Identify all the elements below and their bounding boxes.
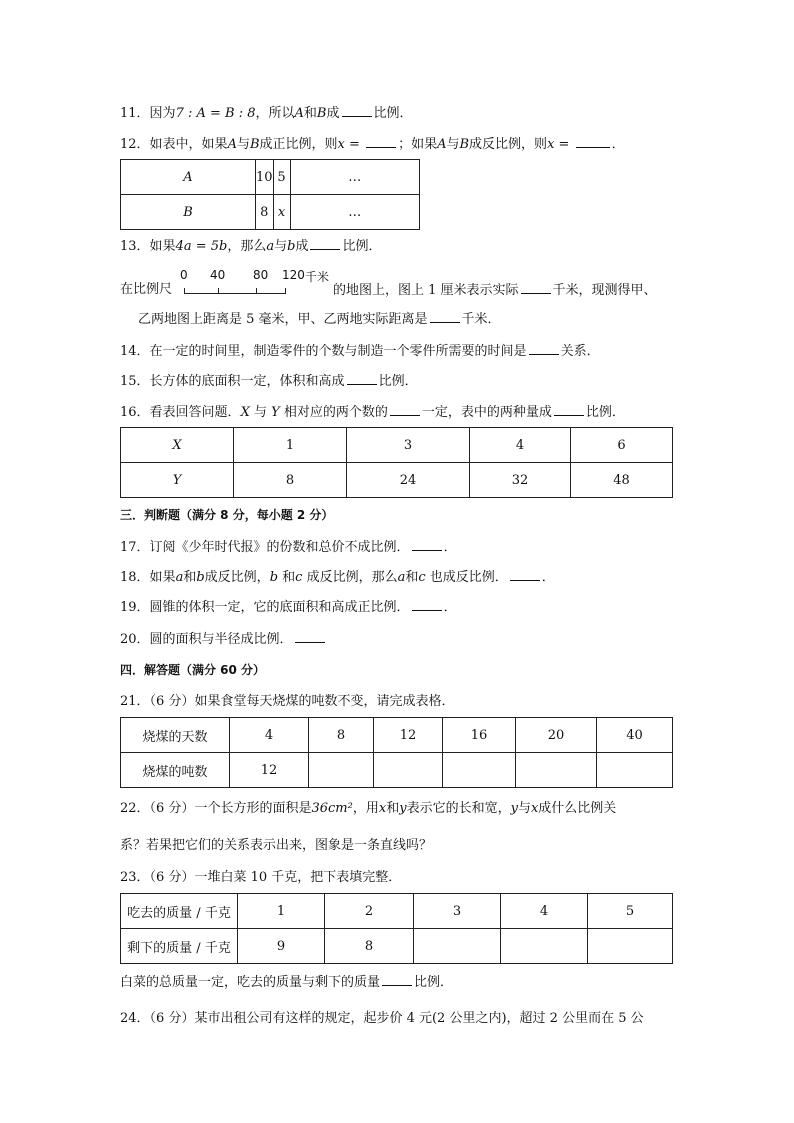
scale-label: 80 xyxy=(253,268,269,282)
question-22-line2: 系？若果把它们的关系表示出来，图象是一条直线吗？ xyxy=(120,838,433,853)
answer-blank[interactable] xyxy=(412,538,442,551)
section-title: 三．判断题（满分 8 分，每小题 2 分） xyxy=(120,508,334,522)
table-q16 xyxy=(120,427,673,498)
answer-cell[interactable] xyxy=(309,753,374,788)
scale-label: 120 xyxy=(282,268,305,282)
question-23-conclusion: 白菜的总质量一定，吃去的质量与剩下的质量 比例． xyxy=(120,975,454,990)
answer-cell[interactable] xyxy=(588,929,673,964)
scale-tick xyxy=(256,288,257,293)
table-q21 xyxy=(120,717,673,788)
answer-blank[interactable] xyxy=(430,310,460,323)
table-row: 吃去的质量 / 千克 1 2 3 4 5 xyxy=(121,894,673,929)
answer-blank[interactable] xyxy=(554,403,584,416)
question-24: 24．（6 分）某市出租公司有这样的规定，起步价 4 元(2 公里之内)，超过 2 公里而在 5 公 xyxy=(120,1011,644,1026)
answer-cell[interactable] xyxy=(501,929,588,964)
table-row: 烧煤的天数 4 8 12 16 20 40 xyxy=(121,718,673,753)
answer-blank[interactable] xyxy=(342,104,372,117)
answer-blank[interactable] xyxy=(295,630,325,643)
question-21: 21．（6 分）如果食堂每天烧煤的吨数不变，请完成表格． xyxy=(120,694,455,709)
question-16: 16．看表回答问题．X 与 Y 相对应的两个数的 一定，表中的两种量成 比例． xyxy=(120,405,625,420)
question-15: 15．长方体的底面积一定，体积和高成 比例． xyxy=(120,374,418,389)
question-14: 14．在一定的时间里，制造零件的个数与制造一个零件所需要的时间是 关系． xyxy=(120,344,600,359)
answer-blank[interactable] xyxy=(366,135,396,148)
map-scale-text: 的地图上，图上 1 厘米表示实际 千米，现测得甲、 xyxy=(333,283,657,298)
question-22: 22．（6 分）一个长方形的面积是36cm²，用x和y表示它的长和宽，y与x成什么比例关 xyxy=(120,801,617,816)
question-12: 12．如表中，如果A与B成正比例，则x = ；如果A与B成反比例，则x = ． xyxy=(120,137,625,152)
answer-blank[interactable] xyxy=(310,237,340,250)
answer-cell[interactable] xyxy=(516,753,597,788)
answer-cell[interactable] xyxy=(374,753,443,788)
map-scale xyxy=(180,268,340,300)
answer-blank[interactable] xyxy=(521,281,551,294)
table-row: 剩下的质量 / 千克 9 8 xyxy=(121,929,673,964)
scale-bar xyxy=(184,288,286,294)
question-20: 20．圆的面积与半径成比例． xyxy=(120,630,327,649)
answer-blank[interactable] xyxy=(576,135,610,148)
question-17: 17．订阅《少年时代报》的份数和总价不成比例． ． xyxy=(120,540,457,555)
answer-blank[interactable] xyxy=(390,403,420,416)
answer-blank[interactable] xyxy=(412,598,442,611)
table-row: A 10 5 … xyxy=(121,160,420,195)
section-title: 四．解答题（满分 60 分） xyxy=(120,663,266,677)
table-row: X 1 3 4 6 xyxy=(121,428,673,463)
question-11: 11．因为7 : A = B : 8，所以A和B成 比例． xyxy=(120,106,413,121)
map-scale-text-2: 乙两地图上距离是 5 毫米，甲、乙两地实际距离是 千米． xyxy=(138,312,501,327)
table-row: B 8 x … xyxy=(121,195,420,230)
question-18: 18．如果a和b成反比例，b 和c 成反比例，那么a和c 也成反比例． ． xyxy=(120,570,555,585)
table-q23 xyxy=(120,893,673,964)
scale-label: 0 xyxy=(180,268,188,282)
scale-tick xyxy=(218,288,219,293)
scale-unit: 千米 xyxy=(305,270,330,284)
answer-blank[interactable] xyxy=(529,342,559,355)
table-row: 烧煤的吨数 12 xyxy=(121,753,673,788)
answer-blank[interactable] xyxy=(347,372,377,385)
map-scale-question: 在比例尺 xyxy=(120,282,173,297)
answer-cell[interactable] xyxy=(414,929,501,964)
answer-blank[interactable] xyxy=(510,568,540,581)
question-23: 23．（6 分）一堆白菜 10 千克，把下表填完整． xyxy=(120,870,402,885)
question-13: 13．如果4a = 5b，那么a与b成 比例． xyxy=(120,239,382,254)
answer-cell[interactable] xyxy=(443,753,516,788)
table-row: Y 8 24 32 48 xyxy=(121,463,673,498)
answer-cell[interactable] xyxy=(597,753,673,788)
table-q12 xyxy=(120,159,420,230)
answer-blank[interactable] xyxy=(382,973,412,986)
question-19: 19．圆锥的体积一定，它的底面积和高成正比例． ． xyxy=(120,600,457,615)
scale-label: 40 xyxy=(210,268,226,282)
